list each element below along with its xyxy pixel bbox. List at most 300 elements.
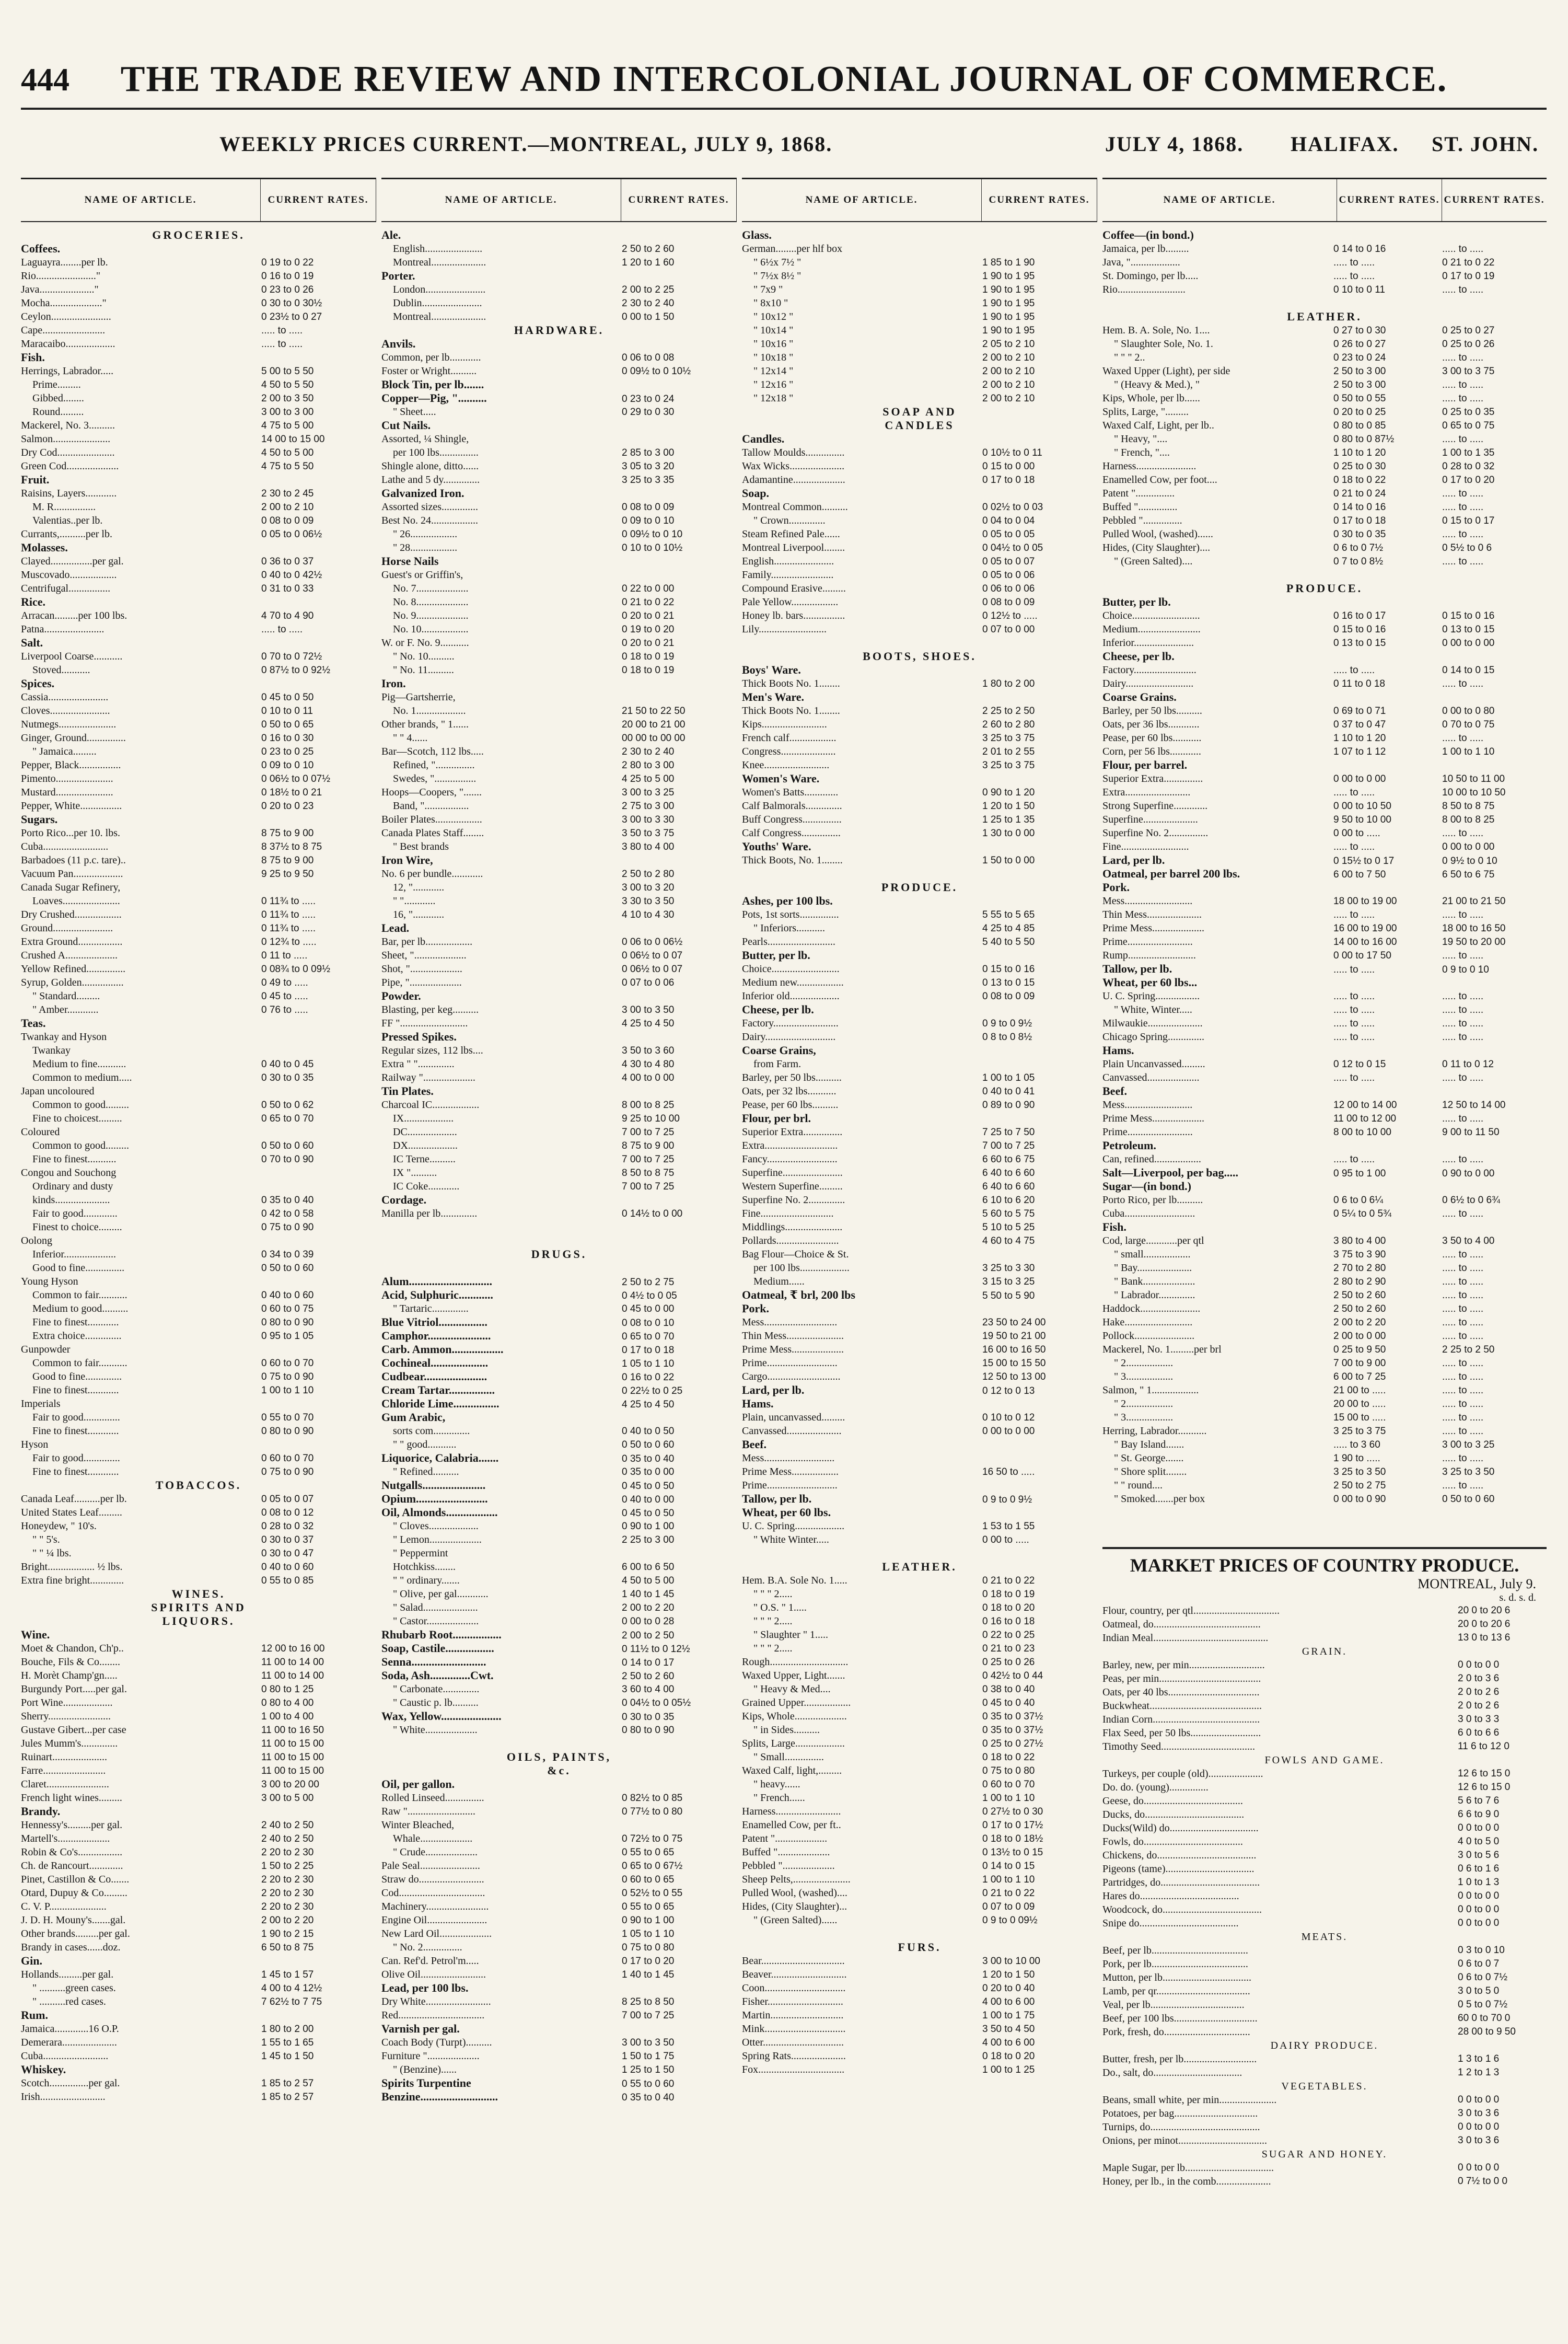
article-name: Prime........................... — [742, 1357, 838, 1369]
market-price: 12 6 to 15 0 — [1458, 1782, 1511, 1793]
category-row — [742, 1383, 1097, 1397]
price-row — [21, 1411, 376, 1424]
price-range: 0 65 to 0 70 — [261, 1113, 314, 1124]
price-row — [381, 745, 737, 758]
price-range: 4 75 to 5 50 — [261, 461, 314, 472]
price-row — [1102, 1356, 1547, 1370]
section-heading-row — [742, 1941, 1097, 1954]
article-name: Pale Seal....................... — [381, 1860, 480, 1872]
article-name: Cape........................ — [21, 325, 106, 336]
price-range: 3 00 to 5 00 — [261, 1793, 314, 1804]
price-row — [742, 256, 1097, 269]
price-range: 0 45 to 0 50 — [261, 692, 314, 703]
price-row — [21, 758, 376, 772]
price-range: 0 45 to ..... — [261, 991, 308, 1002]
category-row — [381, 2076, 737, 2090]
halifax-price: 0 00 to 0 90 — [1333, 1494, 1386, 1505]
price-row — [1102, 296, 1547, 310]
article-name: " " " 2..... — [753, 1615, 793, 1627]
article-name: Cheese, per lb. — [742, 1003, 814, 1016]
price-range: 1 50 to 2 25 — [261, 1861, 314, 1872]
article-name: " 12x18 " — [753, 392, 794, 404]
price-row — [21, 568, 376, 582]
price-row — [1102, 432, 1547, 446]
article-name: Superfine..................... — [1102, 814, 1198, 825]
price-row — [742, 2036, 1097, 2049]
category-row — [381, 1655, 737, 1669]
article-name: Swedes, "................ — [393, 773, 477, 784]
price-range: 0 55 to 0 60 — [622, 2079, 675, 2089]
market-item: Geese, do...................................... — [1102, 1795, 1243, 1807]
article-name: Calf Congress............... — [742, 827, 841, 839]
price-row — [742, 921, 1097, 935]
market-item: Pigeons (tame).................................. — [1102, 1863, 1255, 1875]
halifax-price: ..... to ..... — [1333, 665, 1375, 676]
article-name: Anvils. — [381, 337, 416, 350]
price-row — [381, 527, 737, 541]
price-range: 9 25 to 9 50 — [261, 869, 314, 880]
article-name: Extra............................ — [742, 1140, 838, 1151]
price-row — [381, 1207, 737, 1220]
article-name: Vacuum Pan................... — [21, 868, 123, 880]
price-row — [381, 1723, 737, 1737]
article-name: Fish. — [1102, 1220, 1126, 1233]
article-name: Dublin....................... — [393, 297, 482, 309]
article-name: " Bay Island....... — [1114, 1439, 1184, 1450]
price-range: 0 42½ to 0 44 — [982, 1670, 1043, 1681]
article-name: Waxed Calf, Light, per lb.. — [1102, 420, 1214, 431]
price-range: 0 40 to 0 42½ — [261, 570, 322, 581]
price-row — [1102, 1329, 1547, 1343]
price-row — [1102, 840, 1547, 853]
market-price: 0 0 to 0 0 — [1458, 1890, 1500, 1901]
price-row — [742, 527, 1097, 541]
article-name: " 8x10 " — [753, 297, 788, 309]
article-name: Glass. — [742, 228, 772, 241]
article-name: Prime......... — [32, 379, 81, 390]
price-row — [1102, 1275, 1547, 1288]
section-heading-row — [381, 324, 737, 337]
category-row — [21, 2008, 376, 2022]
article-name: Dry White......................... — [381, 1996, 491, 2007]
price-range: 0 80 to 1 25 — [261, 1684, 314, 1695]
article-name: Middlings...................... — [742, 1221, 843, 1233]
article-name: Gibbed........ — [32, 392, 84, 404]
price-range: 0 08 to 0 10 — [622, 1318, 675, 1329]
category-row — [381, 1642, 737, 1655]
price-range: 1 00 to 1 05 — [982, 1072, 1035, 1083]
article-name: Rice. — [21, 595, 46, 608]
price-range: 4 60 to 4 75 — [982, 1235, 1035, 1246]
price-row — [381, 609, 737, 622]
article-name: Good to fine............... — [32, 1262, 125, 1274]
price-range: 0 75 to 0 80 — [622, 1942, 675, 1953]
price-row — [742, 568, 1097, 582]
article-name: Medium new.................. — [742, 977, 844, 988]
halifax-price: 0 15 to 0 16 — [1333, 624, 1386, 635]
article-name: Varnish per gal. — [381, 2022, 460, 2035]
category-row — [381, 1288, 737, 1302]
price-row — [381, 1546, 737, 1560]
article-name: Lead. — [381, 921, 410, 934]
price-row — [381, 1560, 737, 1574]
price-row — [1102, 1193, 1547, 1207]
price-row — [742, 1927, 1097, 1941]
name-header: NAME OF ARTICLE. — [1102, 179, 1337, 221]
category-row — [742, 1438, 1097, 1451]
price-range: 0 22 to 0 25 — [982, 1630, 1035, 1641]
halifax-price: 0 14 to 0 16 — [1333, 502, 1386, 513]
price-range: 4 50 to 5 50 — [261, 379, 314, 390]
article-name: London....................... — [393, 284, 486, 295]
article-name: Corn, per 56 lbs............ — [1102, 746, 1201, 757]
price-range: 0 50 to 0 60 — [622, 1439, 675, 1450]
stjohn-price: 0 00 to 0 80 — [1442, 706, 1495, 717]
article-name: Dairy.......................... — [1102, 678, 1194, 689]
article-name: Spirits Turpentine — [381, 2076, 471, 2089]
price-row — [1102, 1261, 1547, 1275]
price-row — [742, 1139, 1097, 1152]
price-range: 2 00 to 2 10 — [982, 352, 1035, 363]
price-row — [742, 514, 1097, 527]
price-range: 0 10 to 0 10½ — [622, 542, 683, 553]
category-row — [381, 1329, 737, 1343]
market-price: 11 6 to 12 0 — [1458, 1741, 1509, 1752]
article-name: Can. Ref'd. Petrol'm..... — [381, 1955, 479, 1967]
category-row — [381, 1451, 737, 1465]
halifax-price: 0 15½ to 0 17 — [1333, 856, 1395, 867]
article-name: Common to good......... — [32, 1140, 130, 1151]
price-row — [381, 1587, 737, 1601]
article-name: Thick Boots, No. 1........ — [742, 855, 843, 866]
market-item: Timothy Seed.................................... — [1102, 1741, 1256, 1752]
market-row — [1102, 2134, 1547, 2147]
category-row — [742, 1492, 1097, 1506]
price-row — [742, 799, 1097, 813]
category-row — [381, 853, 737, 867]
category-row — [742, 894, 1097, 908]
price-range: 0 25 to 0 26 — [982, 1657, 1035, 1668]
price-range: 0 18½ to 0 21 — [261, 787, 322, 798]
price-row — [1102, 622, 1547, 636]
stjohn-price: ..... to ..... — [1442, 1358, 1484, 1369]
price-row — [21, 921, 376, 935]
column-header — [21, 178, 376, 222]
price-row — [1102, 1451, 1547, 1465]
stjohn-price: 0 17 to 0 20 — [1442, 475, 1495, 486]
article-name: Salmon...................... — [21, 433, 111, 445]
price-range: 0 09½ to 0 10 — [622, 529, 683, 540]
category-row — [742, 432, 1097, 446]
price-range: 4 00 to 6 00 — [982, 1996, 1035, 2007]
price-row — [742, 1017, 1097, 1030]
article-name: Women's Ware. — [742, 772, 820, 785]
section-heading-row — [21, 228, 376, 242]
article-name: Waxed Upper (Light), per side — [1102, 365, 1230, 377]
price-row — [742, 1030, 1097, 1044]
article-name: Petroleum. — [1102, 1139, 1156, 1152]
article-name: Nutmegs...................... — [21, 719, 117, 730]
price-range: 0 40 to 0 00 — [622, 1494, 675, 1505]
market-item: Mutton, per lb.................................. — [1102, 1972, 1251, 1983]
article-name: No. 10.................. — [393, 623, 469, 635]
article-name: Engine Oil....................... — [381, 1914, 487, 1926]
price-range: 2 40 to 2 50 — [261, 1833, 314, 1844]
category-row — [381, 1356, 737, 1370]
price-row — [21, 1356, 376, 1370]
article-name: Beef. — [742, 1438, 767, 1451]
category-row — [1102, 1044, 1547, 1057]
price-range: 0 40 to 0 60 — [261, 1562, 314, 1573]
market-price: 6 0 to 6 6 — [1458, 1727, 1500, 1738]
category-row — [381, 391, 737, 405]
article-name: Rolled Linseed............... — [381, 1792, 484, 1804]
price-row — [21, 1981, 376, 1995]
price-row — [21, 1533, 376, 1546]
market-price: 3 0 to 3 3 — [1458, 1714, 1500, 1725]
article-name: Montreal..................... — [393, 257, 486, 268]
article-name: Cod................................. — [381, 1887, 485, 1899]
price-row — [21, 2036, 376, 2049]
stjohn-price: ..... to ..... — [1442, 1426, 1484, 1437]
price-row — [742, 1261, 1097, 1275]
price-range: 0 89 to 0 90 — [982, 1100, 1035, 1111]
price-row — [381, 1832, 737, 1845]
price-range: 16 50 to ..... — [982, 1467, 1035, 1477]
article-name: " Bay..................... — [1114, 1262, 1192, 1274]
article-name: Prime Mess.................... — [742, 1344, 844, 1355]
market-row — [1102, 1998, 1547, 2012]
article-name: Common, per lb............ — [381, 352, 481, 363]
price-row — [21, 1777, 376, 1791]
article-name: " (Heavy & Med.), " — [1114, 379, 1200, 390]
section-heading-row — [742, 419, 1097, 432]
price-row — [21, 1234, 376, 1248]
price-row — [742, 1737, 1097, 1750]
halifax-price: 3 25 to 3 75 — [1333, 1426, 1386, 1437]
article-name: Lard, per lb. — [1102, 853, 1165, 867]
article-name: H. Morèt Champ'gn..... — [21, 1670, 118, 1681]
price-row — [1102, 500, 1547, 514]
price-range: 0 75 to 0 90 — [261, 1467, 314, 1477]
price-range: 3 50 to 3 60 — [622, 1045, 675, 1056]
article-name: " ..........green cases. — [32, 1982, 116, 1994]
market-item: DAIRY PRODUCE. — [1270, 2040, 1379, 2051]
price-rows — [21, 222, 376, 2104]
category-row — [742, 840, 1097, 853]
article-name: Barley, per 50 lbs.......... — [1102, 705, 1202, 717]
market-item: Barley, new, per min............................. — [1102, 1659, 1265, 1671]
price-range: 12 50 to 13 00 — [982, 1371, 1046, 1382]
article-name: Hennessy's.........per gal. — [21, 1819, 123, 1831]
article-name: LIQUORS. — [162, 1614, 235, 1627]
price-row — [742, 1791, 1097, 1805]
article-name: Carb. Ammon.................. — [381, 1343, 504, 1356]
price-range: 0 05 to 0 06½ — [261, 529, 322, 540]
price-range: 0 18 to 0 18½ — [982, 1833, 1043, 1844]
price-range: 2 00 to 2 10 — [982, 393, 1035, 404]
column-header — [1102, 178, 1547, 222]
price-range: 2 60 to 2 80 — [982, 719, 1035, 730]
article-name: Camphor...................... — [381, 1329, 491, 1342]
price-range: 23 50 to 24 00 — [982, 1317, 1046, 1328]
section-heading-row — [381, 1750, 737, 1764]
market-price: 3 0 to 3 6 — [1458, 2135, 1500, 2146]
article-name: Straw do......................... — [381, 1874, 484, 1885]
article-name: Ginger, Ground............... — [21, 732, 126, 744]
article-name: " Peppermint — [393, 1548, 448, 1559]
price-row — [21, 527, 376, 541]
market-item: SUGAR AND HONEY. — [1261, 2149, 1388, 2160]
category-row — [21, 1017, 376, 1030]
halifax-price: 11 00 to 12 00 — [1333, 1113, 1397, 1124]
halifax-price: 0 17 to 0 18 — [1333, 515, 1386, 526]
price-row — [381, 1220, 737, 1234]
price-row — [21, 1071, 376, 1084]
price-range: 0 15 to 0 16 — [982, 964, 1035, 975]
price-row — [381, 1574, 737, 1587]
price-range: 0 90 to 1 20 — [982, 787, 1035, 798]
article-name: Hides, (City Slaughter).... — [1102, 542, 1211, 553]
price-range: 0 40 to 0 60 — [261, 1290, 314, 1301]
price-row — [742, 609, 1097, 622]
market-row — [1102, 1604, 1547, 1618]
section-heading-row — [742, 405, 1097, 419]
market-row — [1102, 1862, 1547, 1876]
article-name: Fish. — [21, 351, 45, 364]
price-row — [381, 405, 737, 419]
article-name: " " 5's. — [32, 1534, 60, 1545]
price-range: 0 50 to 0 62 — [261, 1100, 314, 1111]
article-name: " 2.................. — [1114, 1357, 1174, 1369]
price-range: 0 90 to 1 00 — [622, 1521, 675, 1532]
price-range: 7 00 to 7 25 — [982, 1140, 1035, 1151]
price-row — [381, 1900, 737, 1913]
article-name: Shingle alone, ditto...... — [381, 460, 479, 472]
price-range: 4 25 to 5 00 — [622, 773, 675, 784]
price-range: 0 21 to 0 22 — [622, 597, 675, 608]
article-name: Manilla per lb.............. — [381, 1208, 478, 1219]
article-name: Chloride Lime................ — [381, 1397, 500, 1410]
article-name: Hoops—Coopers, "....... — [381, 787, 482, 798]
article-name: Loaves...................... — [32, 895, 120, 907]
price-row — [21, 1506, 376, 1519]
price-row — [742, 1954, 1097, 1968]
price-range: 0 38 to 0 40 — [982, 1684, 1035, 1695]
price-row — [1102, 541, 1547, 555]
article-name: DC................... — [393, 1126, 457, 1138]
article-name: Extra......................... — [1102, 787, 1191, 798]
price-row — [381, 1098, 737, 1112]
price-range: 0 19 to 0 22 — [261, 257, 314, 268]
article-name: Pale Yellow.................. — [742, 596, 839, 608]
price-row — [1102, 514, 1547, 527]
price-row — [381, 935, 737, 949]
stjohn-price: ..... to ..... — [1442, 379, 1484, 390]
price-row — [742, 1913, 1097, 1927]
article-name: Lathe and 5 dy.............. — [381, 474, 480, 486]
article-name: Hams. — [1102, 1044, 1134, 1057]
price-range: 2 00 to 2 10 — [982, 379, 1035, 390]
price-range: 2 00 to 2 20 — [261, 1915, 314, 1926]
price-range: 0 11¾ to ..... — [261, 923, 316, 934]
stjohn-price: ..... to ..... — [1442, 1412, 1484, 1423]
category-row — [381, 1275, 737, 1288]
price-range: 0 05 to 0 07 — [982, 556, 1035, 567]
article-name: Fair to good............. — [32, 1208, 118, 1219]
price-row — [381, 446, 737, 459]
category-row — [381, 989, 737, 1003]
article-name: 12, "............ — [393, 882, 445, 893]
article-name: Pepper, Black................ — [21, 759, 121, 771]
price-row — [742, 1845, 1097, 1859]
article-name: Porto Rico...per 10. lbs. — [21, 827, 120, 839]
price-range: 0 55 to 0 65 — [622, 1901, 675, 1912]
price-range: 3 25 to 3 30 — [982, 1263, 1035, 1274]
price-range: 11 00 to 15 00 — [261, 1738, 324, 1749]
stjohn-price: 0 5½ to 0 6 — [1442, 542, 1492, 553]
article-name: Wax Wicks..................... — [742, 460, 845, 472]
article-name: per 100 lbs............... — [393, 447, 479, 458]
price-range: 0 17 to 0 18 — [982, 475, 1035, 486]
stjohn-price: ..... to ..... — [1442, 828, 1484, 839]
article-name: Regular sizes, 112 lbs.... — [381, 1045, 483, 1056]
stjohn-price: ..... to ..... — [1442, 1263, 1484, 1274]
market-subheading — [1102, 2039, 1547, 2052]
stjohn-price: ..... to ..... — [1442, 1453, 1484, 1464]
article-name: Oil, Almonds.................. — [381, 1506, 498, 1519]
article-name: Can, refined.................. — [1102, 1153, 1201, 1165]
price-row — [1102, 636, 1547, 650]
market-item: Maple Sugar, per lb.................................. — [1102, 2162, 1274, 2174]
article-name: " " 4...... — [393, 732, 428, 744]
article-name: Japan uncoloured — [21, 1086, 95, 1097]
price-row — [742, 1777, 1097, 1791]
article-name: Other brands.........per gal. — [21, 1928, 130, 1939]
article-name: English...................... — [393, 243, 483, 255]
article-name: Sheep Pelts,...................... — [742, 1874, 851, 1885]
article-name: Waxed Calf, light,......... — [742, 1765, 842, 1776]
price-range: 0 18 to 0 22 — [982, 1752, 1035, 1763]
article-name: Rough.............................. — [742, 1656, 849, 1668]
market-row — [1102, 1672, 1547, 1685]
price-range: 1 00 to 1 10 — [261, 1385, 314, 1396]
category-row — [742, 1288, 1097, 1302]
price-range: 0 29 to 0 30 — [622, 407, 675, 418]
article-name: Honey lb. bars................ — [742, 610, 845, 621]
price-range: 0 12 to 0 13 — [982, 1385, 1035, 1396]
price-range: 0 00 to 0 00 — [982, 1426, 1035, 1437]
price-row — [21, 1465, 376, 1479]
market-price: 0 0 to 0 0 — [1458, 2162, 1500, 2173]
article-name: Sheet, ".................... — [381, 950, 467, 961]
article-name: Acid, Sulphuric............ — [381, 1288, 493, 1301]
price-range: 0 95 to 1 05 — [261, 1331, 314, 1342]
article-name: Montreal Liverpool........ — [742, 542, 845, 553]
price-row — [742, 1193, 1097, 1207]
price-row — [21, 1682, 376, 1696]
price-row — [742, 242, 1097, 256]
price-range: 7 62½ to 7 75 — [261, 1996, 322, 2007]
price-range: 6 10 to 6 20 — [982, 1195, 1035, 1206]
halifax-price: ..... to ..... — [1333, 1018, 1375, 1029]
article-name: Twankay and Hyson — [21, 1031, 107, 1043]
article-name: Barley, per 50 lbs.......... — [742, 1072, 842, 1083]
article-name: Rum. — [21, 2008, 48, 2022]
article-name: Pressed Spikes. — [381, 1030, 457, 1043]
price-range: 0 75 to 0 80 — [982, 1765, 1035, 1776]
article-name: Butter, per lb. — [742, 949, 810, 962]
